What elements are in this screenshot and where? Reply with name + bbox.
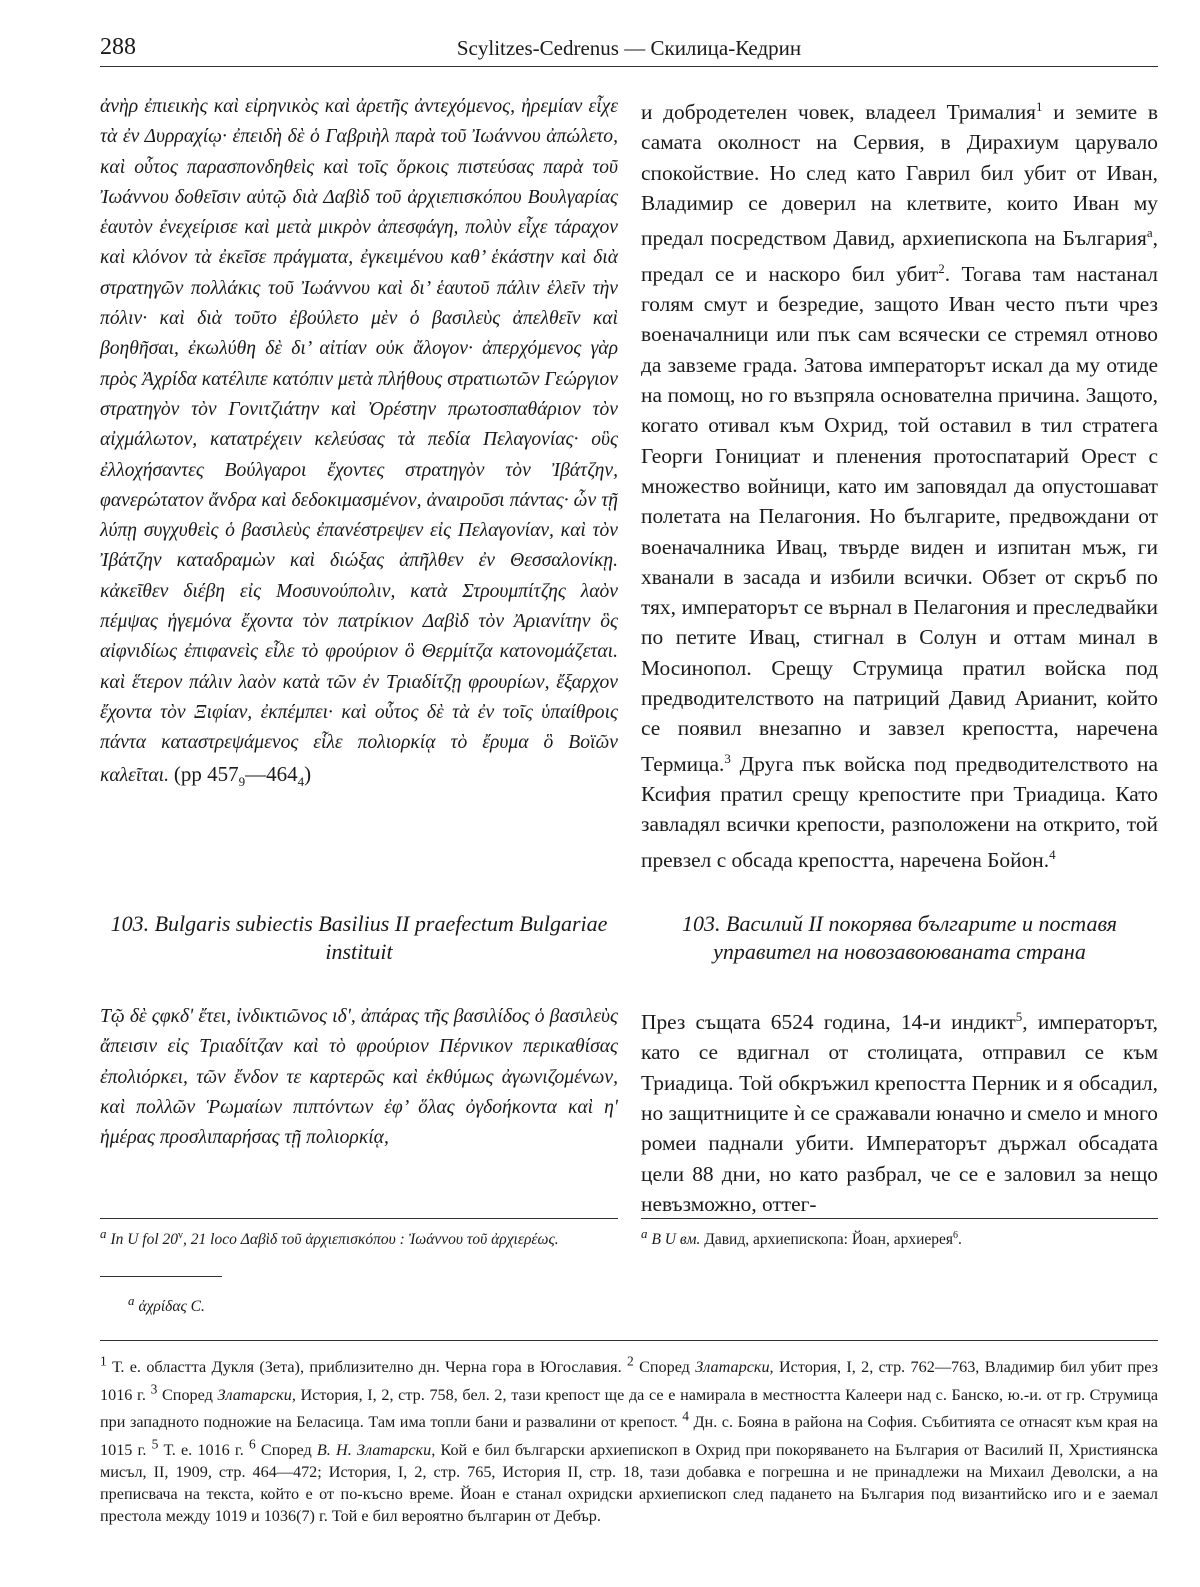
footnote-4: $^4$ Дн. с. Бояна в района на София. Събитията се отнасят към края на 1015 г. [100,1408,1158,1459]
footnote-3: $^3$ Според Златарски, История, I, 2, стр. 758, бел. 2, тази крепост ще да се е намирала в местността Калеери над с. Банско, ю.-и. от гр. Струмица при западното подножие на Беласица. Там има топли бани и развалини от крепост. [100,1381,1159,1432]
footnote-5: $^5$ Т. е. 1016 г. [151,1436,244,1459]
footnote-1: $^1$ Т. е. областта Дукля (Зета), приблизително дн. Черна гора в Югославия. [100,1354,622,1377]
greek-apparatus-note: $^a$ In U fol 20$^v$, 21 loco Δαβὶδ τοῦ ἀρχιεπισκόπου : Ἰωάννου τοῦ ἀρχιερέως. [100,1218,618,1250]
footnote-ref-2: 2 [938,260,945,276]
greek-text-102 [100,92,618,797]
greek-page-ref: (pp $457_9—464_4$) [173,761,312,789]
section-title-latin: 103. Bulgaris subiectis Basilius II praefectum Bulgariae instituit [110,911,608,964]
footnote-ref-4: 4 [1049,846,1056,862]
footnotes [100,1340,1158,1527]
bulgarian-text-102: и добродетелен човек, владеел Трималия$^1$ и земите в самата околност на Сервия, в Дирахиум царувало спокойствие. Но след като Гаврил бил убит от Иван, Владимир се доверил на клетвите, които Иван му предал посредством Давид, архиепископа на България$^a$, предал се и наскоро бил убит$^2$. Тогава там настанал голям смут и безредие, защото Иван често пъти чрез военачалници или пък сам всячески се стремял отново да завземе града. Затова императорът искал да му отиде на помощ, но го възпряла основателна причина. Защото, когато отивал към Охрид, той оставил в тил стратега Георги Гонициат и пленения протоспатарий Орест с множество войници, като им заповядал да опустошават полетата на Пелагония. Но българите, предвождани от военачалника Ивац, твърде виден и изпитан мъж, ги хванали в засада и избили всички. Обзет от скръб по тях, императорът се върнал в Пелагония и преследвайки по петите Ивац, стигнал в Солун и оттам минал в Мосинопол. Срещу Струмица пратил войска под предводителството на патриций Давид Арианит, който се появил внезапно и завзел крепостта, наречена Термица.$^3$ Друга пък войска под предводителството на Ксифия пратил срещу крепостите при Триадица. Като завладял всички крепости, разположени на открито, той превзел с обсада крепостта, наречена Бойон.$^4$ [641,99,1158,872]
footnote-ref-5: 5 [1015,1009,1023,1024]
footnote-2: $^2$ Според Златарски, История, I, 2, стр. 762—763, Владимир бил убит през 1016 г. [100,1354,1159,1404]
greek-text-103: Τῷ δὲ ςφκδʹ ἔτει, ἰνδικτιῶνος ιδʹ, ἀπάρας τῆς βασιλίδος ὁ βασιλεὺς ἄπεισιν εἰς Τριαδίτζαν καὶ τὸ φρούριον Πέρνικον περικαθίσας ἐπολιόρκει, τῶν ἔνδον τε καρτερῶς καὶ ἐκθύμως ἀγωνιζομένων, καὶ πολλῶν Ῥωμαίων πιπτόντων ἐφ’ ὅλας ὀγδοήκοντα καὶ ηʹ ἡμέρας προσλιπαρήσας τῇ πολιορκίᾳ, [100,1006,618,1149]
running-head [100,34,1158,67]
bulgarian-text-103: През същата 6524 година, 14-и индикт$^5$, императорът, като се вдигнал от столицата, отправил се към Триадица. Той обкръжил крепостта Перник и я обсадил, но защитниците ѝ се сражавали юначно и смело и много ромеи паднали убити. Императорът държал обсадата цели 88 дни, но като разбрал, че се е заловил за нещо невъзможно, оттег- [641,1009,1158,1216]
page-number: 288 [100,34,136,60]
apparatus-ref-a: a [1146,225,1153,241]
footnote-ref-3: 3 [724,750,731,766]
section-title-bulgarian: 103. Василий II покорява българите и поставя управител на новозавоюваната страна [682,911,1117,964]
variant-rule [100,1276,222,1277]
bulgarian-apparatus-note: $^a$ В U вм. Давид, архиепископа: Йоан, архиерея$^6$. [641,1218,1158,1250]
running-title: Scylitzes-Cedrenus — Скилица-Кедрин [456,36,802,60]
footnote-ref-1: 1 [1036,99,1043,114]
footnote-6: $^6$ Според В. Н. Златарски, Кой е бил български архиепископ в Охрид при покоряването на България от Василий II, Християнска мисъл, II, 1909, стр. 464—472; История, I, 2, стр. 765, История II, стр. 18, тази добавка е погрешна и не принадлежи на Михаил Деволски, а на преписвача на текста, който е от по-късно време. Йоан е станал охридски архиепископ след падането на България под византийско иго и е заемал престола между 1019 и 1036(7) г. Той е бил вероятно българин от Дебър. [100,1436,1158,1525]
variant-note: $^a$ ἀχρίδας C. [128,1293,205,1316]
greek-body-102: ἀνὴρ ἐπιεικὴς καὶ εἰρηνικὸς καὶ ἀρετῆς ἀντεχόμενος, ἠρεμίαν εἶχε τὰ ἐν Δυρραχίῳ· ἐπειδὴ δὲ ὁ Γαβριὴλ παρὰ τοῦ Ἰωάννου ἀπώλετο, καὶ οὗτος παρασπονδηθεὶς καὶ τοῖς ὅρκοις πιστεύσας παρὰ τοῦ Ἰωάννου δοθεῖσιν αὐτῷ διὰ Δαβὶδ τοῦ ἀρχιεπισκόπου Βουλγαρίας ἑαυτὸν ἐνεχείρισε καὶ μετὰ μικρὸν ἀπεσφάγη, πολὺν εἶχε τάραχον καὶ κλόνον τὰ ἐκεῖσε πράγματα, ἐγκειμένου καθ’ ἑκάστην καὶ διὰ στρατηγῶν πολλάκις τοῦ Ἰωάννου καὶ δι’ ἑαυτοῦ πάλιν ἑλεῖν τὴν πόλιν· καὶ διὰ τοῦτο ἐβούλετο μὲν ὁ βασιλεὺς ἀπελθεῖν καὶ βοηθῆσαι, ἐκωλύθη δὲ δι’ αἰτίαν οὐκ ἄλογον· ἀπερχόμενος γὰρ πρὸς Ἀχρίδα κατέλιπε κατόπιν μετὰ πλήθους στρατιωτῶν Γεώργιον στρατηγὸν τὸν Γονιτζιάτην καὶ Ὀρέστην πρωτοσπαθάριον τὸν αἰχμάλωτον, κατατρέχειν κελεύσας τὰ πεδία Πελαγονίας· οὓς ἐλλοχήσαντες Βούλγαροι ἔχοντες στρατηγὸν τὸν Ἰβάτζην, φανερώτατον ἄνδρα καὶ δεδοκιμασμένον, ἀναιροῦσι πάντας· ὧν τῇ λύπῃ συγχυθεὶς ὁ βασιλεὺς ἐπανέστρεψεν εἰς Πελαγονίαν, καὶ τὸν Ἰβάτζην καταδραμὼν καὶ διώξας ἀπῆλθεν ἐν Θεσσαλονίκῃ. κἀκεῖθεν διέβη εἰς Μοσυνούπολιν, κατὰ Στρουμπίτζης λαὸν πέμψας ἡγεμόνα ἔχοντα τὸν πατρίκιον Δαβὶδ τὸν Ἀριανίτην ὃς αἰφνιδίως ἐπιφανεὶς εἷλε τὸ φρούριον ὃ Θερμίτζα κατονομάζεται. καὶ ἕτερον πάλιν λαὸν κατὰ τῶν ἐν Τριαδίτζῃ φρουρίων, ἔξαρχον ἔχοντα τὸν Ξιφίαν, ἐκπέμπει· καὶ οὗτος δὲ τὰ ἐν τοῖς ὑπαίθροις πάντα καταστρεψάμενος εἷλε πολιορκίᾳ τὸ ἔρυμα ὃ Βοϊῶν καλεῖται. [100,96,618,786]
